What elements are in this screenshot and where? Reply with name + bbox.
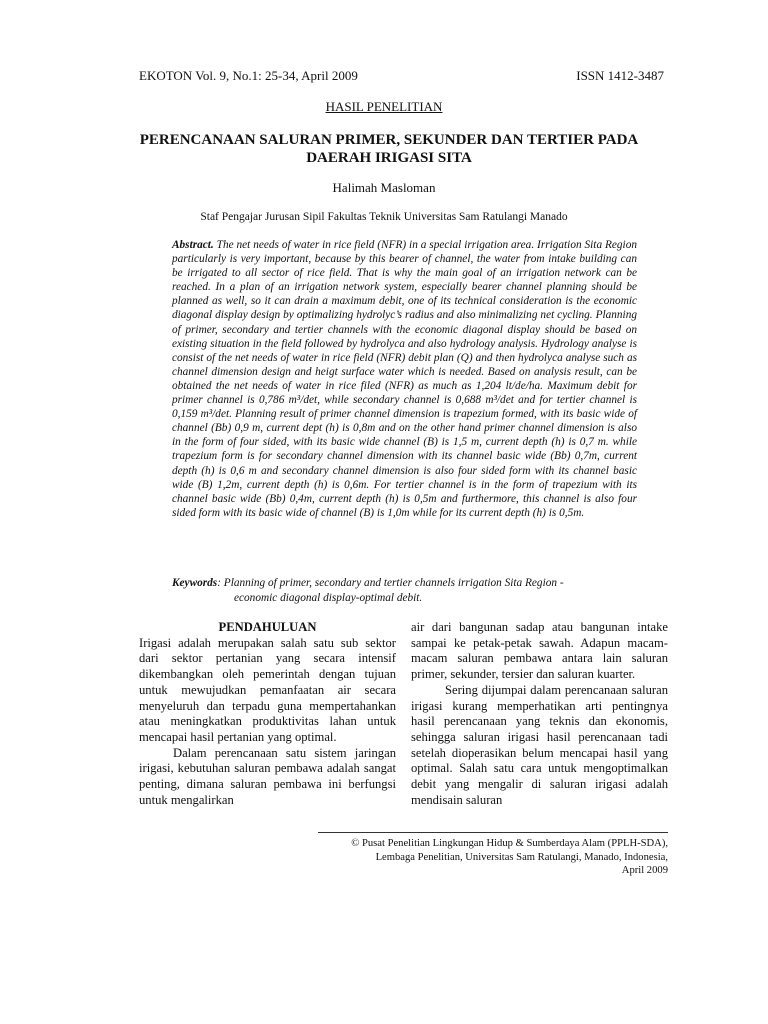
body-column-right [411,620,668,808]
footnote-rule [318,832,668,833]
paragraph: air dari bangunan sadap atau bangunan intake sampai ke petak-petak sawah. Adapun macam-macam saluran pembawa antara lain saluran primer, sekunder, tersier dan saluran kuarter. [411,620,668,682]
footnote [318,837,668,878]
paper-title: PERENCANAAN SALURAN PRIMER, SEKUNDER DAN TERTIER PADA DAERAH IRIGASI SITA [139,132,639,166]
abstract-label: Abstract. [172,239,214,251]
paragraph: Irigasi adalah merupakan salah satu sub sektor dari sektor pertanian yang secara intensif dikembangkan oleh pemerintah dengan tujuan untuk mewujudkan pemanfaatan air secara menyeluruh dan terpadu guna mempertahankan atau meningkatkan produktivitas lahan untuk mencapai hasil pertanian yang optimal. [139,635,396,744]
footnote-line-2: Lembaga Penelitian, Universitas Sam Ratulangi, Manado, Indonesia, [375,851,668,863]
keywords [172,576,642,605]
keywords-line-1: : Planning of primer, secondary and tertier channels irrigation Sita Region - [217,577,564,589]
keywords-label: Keywords [172,577,218,589]
paragraph: Sering dijumpai dalam perencanaan saluran irigasi kurang memperhatikan arti pentingnya hasil perencanaan yang teknis dan ekonomis, sehingga saluran irigasi hasil perencanaan tadi setelah dioperasikan belum mencapai hasil yang optimal. Salah satu cara untuk mengoptimalkan debit yang mengalir di saluran irigasi adalah mendisain saluran [411,682,668,807]
body-column-left [139,620,396,808]
keywords-line-2: economic diagonal display-optimal debit. [234,591,423,604]
abstract [172,238,637,520]
journal-citation: EKOTON Vol. 9, No.1: 25-34, April 2009 [139,68,358,83]
author-affiliation: Staf Pengajar Jurusan Sipil Fakultas Teknik Universitas Sam Ratulangi Manado [200,211,568,223]
footnote-line-3: April 2009 [621,865,668,877]
issn-number: ISSN 1412-3487 [576,68,664,83]
author-name: Halimah Masloman [332,180,436,195]
footnote-line-1: © Pusat Penelitian Lingkungan Hidup & Sumberdaya Alam (PPLH-SDA), [351,838,668,849]
section-label: HASIL PENELITIAN [325,99,443,114]
section-heading: PENDAHULUAN [218,620,317,634]
abstract-text: The net needs of water in rice field (NFR) in a special irrigation area. Irrigation Sita Region particularly is very important, because by this bearer of channel, the water from intake building can be irrigated to all sector of rice field. That is why the main goal of an irrigation network can be reached. In a plan of an irrigation network system, especially bearer channel planning should be planned as well, so it can drain a maximum debit, one of its technical consideration is the economic diagonal display design by optimalizing hydrolyc’s radius and also minimalizing net cycling. Planning of primer, secondary and tertier channels with the economic diagonal display should be based on existing situation in the field followed by hydrolyca and also hydrology analysis. Hydrology analyse is consist of the net needs of water in rice field (NFR) debit plan (Q) and then hydrolyca analyse such as channel dimension design and heigt surface water which is needed. Based on analysis result, can be obtained the net needs of water in rice filed (NFR) as much as 1,204 lt/de/ha. Maximum debit for primer channel is 0,786 m³/det, while secondary channel is 0,688 m³/det and for tertier channel is 0,159 m³/det. Planning result of primer channel dimension is trapezium formed, with its basic wide of channel (Bb) 0,9 m, current dept (h) is 0,8m and on the other hand primer channel dimension is also in the form of four sided, with its basic wide channel (B) is 1,5 m, current depth (h) is 0,7 m. while trapezium form is for secondary channel dimension with its channel basic wide (Bb) 0,7m, current depth (h) is 0,6 m and secondary channel dimension is also four sided form with its channel basic wide (B) 1,2m, current depth (h) is 0,6m. For tertier channel is in the form of trapezium with its channel basic wide (Bb) 0,4m, current depth (h) is 0,5m and furthermore, this channel is also four sided form with its basic wide of channel (B) is 1,0m while for its current depth (h) is 0,5m. [172,239,637,519]
paragraph: Dalam perencanaan satu sistem jaringan irigasi, kebutuhan saluran pembawa adalah sangat penting, dimana saluran pembawa ini berfungsi untuk mengalirkan [139,745,396,807]
